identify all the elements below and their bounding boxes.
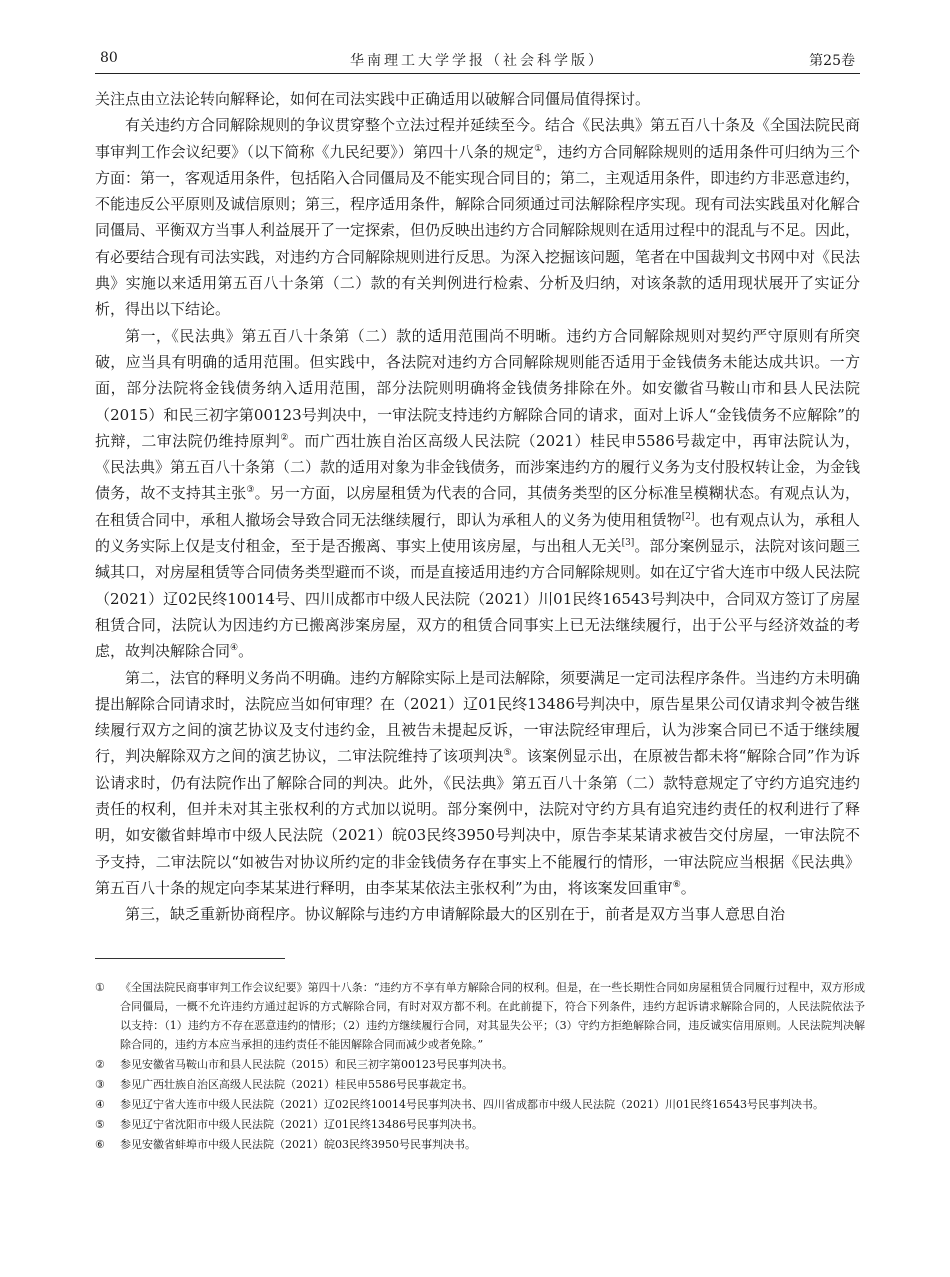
main-text [95,86,860,928]
footnote-text: 参见广西壮族自治区高级人民法院（2021）桂民申5586号民事裁定书。 [120,1078,473,1091]
footnote-mark: ③ [95,1078,105,1091]
paragraph-0: 关注点由立法论转向解释论，如何在司法实践中正确适用以破解合同僵局值得探讨。 [95,90,651,108]
citation-ref[interactable]: [3] [621,538,635,549]
footnote [95,978,865,1054]
footnote [95,1115,865,1134]
footnote-text: 参见辽宁省沈阳市中级人民法院（2021）辽01民终13486号民事判决书。 [120,1118,483,1131]
footnote [95,1135,865,1154]
footnote-ref[interactable]: ⑥ [672,879,681,890]
footnote-text: 《全国法院民商事审判工作会议纪要》第四十八条：“违约方不享有单方解除合同的权利。但是，在一些长期性合同如房屋租赁合同履行过程中，双方形成合同僵局，一概不允许违约方通过起诉的方式解除合同，有时对双方都不利。在此前提下，符合下列条件，违约方起诉请求解除合同的，人民法院依法予以支持：（1）违约方不存在恶意违约的情形；（2）违约方继续履行合同，对其显失公平；（3）守约方拒绝解除合同，违反诚实信用原则。人民法院判决解除合同的，违约方本应当承担的违约责任不能因解除合同而减少或者免除。” [120,981,865,1051]
footnote-ref[interactable]: ③ [246,485,255,496]
running-header [95,48,860,70]
paragraph-3: 第二，法官的释明义务尚不明确。违约方解除实际上是司法解除，须要满足一定司法程序条件。当违约方未明确提出解除合同请求时，法院应当如何审理？在（2021）辽01民终13486号判决中，原告星果公司仅请求判令被告继续履行双方之间的演艺协议及支付违约金，且被告未提起反诉，一审法院经审理后，认为涉案合同已不适于继续履行，判决解除双方之间的演艺协议，二审法院维持了该项判决⑤。该案例显示出，在原被告都未将“解除合同”作为诉讼请求时，仍有法院作出了解除合同的判决。此外，《民法典》第五百八十条第（二）款特意规定了守约方追究违约责任的权利，但并未对其主张权利的方式加以说明。部分案例中，法院对守约方具有追究违约责任的权利进行了释明，如安徽省蚌埠市中级人民法院（2021）皖03民终3950号判决中，原告李某某请求被告交付房屋，一审法院不予支持，二审法院以“如被告对协议所约定的非金钱债务存在事实上不能履行的情形，一审法院应当根据《民法典》第五百八十条的规定向李某某进行释明，由李某某依法主张权利”为由，将该案发回重审⑥。 [95,668,861,897]
header-rule [95,73,860,74]
page-number: 80 [100,50,118,66]
footnote-mark: ① [95,981,105,994]
footnote-ref[interactable]: ⑤ [503,748,512,759]
footnote-text: 参见安徽省蚌埠市中级人民法院（2021）皖03民终3950号民事判决书。 [120,1138,476,1151]
paragraph-1: 有关违约方合同解除规则的争议贯穿整个立法过程并延续至今。结合《民法典》第五百八十条及《全国法院民商事审判工作会议纪要》（以下简称《九民纪要》）第四十八条的规定①，违约方合同解除规则的适用条件可归纳为三个方面：第一，客观适用条件，包括陷入合同僵局及不能实现合同目的；第二，主观适用条件，即违约方非恶意违约，不能违反公平原则及诚信原则；第三，程序适用条件，解除合同须通过司法解除程序实现。现有司法实践虽对化解合同僵局、平衡双方当事人利益展开了一定探索，但仍反映出违约方合同解除规则在适用过程中的混乱与不足。因此，有必要结合现有司法实践，对违约方合同解除规则进行反思。为深入挖掘该问题，笔者在中国裁判文书网中对《民法典》实施以来适用第五百八十条第（二）款的有关判例进行检索、分析及归纳，对该条款的适用现状展开了实证分析，得出以下结论。 [95,116,861,319]
footnote-text: 参见辽宁省大连市中级人民法院（2021）辽02民终10014号民事判决书、四川省成都市中级人民法院（2021）川01民终16543号民事判决书。 [120,1098,824,1111]
footnote-ref[interactable]: ① [534,143,543,154]
footnote-mark: ④ [95,1098,105,1111]
footnote [95,1055,865,1074]
footnote-mark: ⑤ [95,1118,105,1131]
paragraph-4: 第三，缺乏重新协商程序。协议解除与违约方申请解除最大的区别在于，前者是双方当事人意思自治 [125,905,786,924]
footnotes [95,978,865,1155]
footnote-ref[interactable]: ④ [230,643,239,654]
paragraph-2: 第一，《民法典》第五百八十条第（二）款的适用范围尚不明晰。违约方合同解除规则对契约严守原则有所突破，应当具有明确的适用范围。但实践中，各法院对违约方合同解除规则能否适用于金钱债务未能达成共识。一方面，部分法院将金钱债务纳入适用范围，部分法院则明确将金钱债务排除在外。如安徽省马鞍山市和县人民法院（2015）和民三初字第00123号判决中，一审法院支持违约方解除合同的请求，面对上诉人“金钱债务不应解除”的抗辩，二审法院仍维持原判②。而广西壮族自治区高级人民法院（2021）桂民申5586号裁定中，再审法院认为，《民法典》第五百八十条第（二）款的适用对象为非金钱债务，而涉案违约方的履行义务为支付股权转让金，为金钱债务，故不支持其主张③。另一方面，以房屋租赁为代表的合同，其债务类型的区分标准呈模糊状态。有观点认为，在租赁合同中，承租人撤场会导致合同无法继续履行，即认为承租人的义务为使用租赁物[2]。也有观点认为，承租人的义务实际上仅是支付租金，至于是否搬离、事实上使用该房屋，与出租人无关[3]。部分案例显示，法院对该问题三缄其口，对房屋租赁等合同债务类型避而不谈，而是直接适用违约方合同解除规则。如在辽宁省大连市中级人民法院（2021）辽02民终10014号、四川成都市中级人民法院（2021）川01民终16543号判决中，合同双方签订了房屋租赁合同，法院认为因违约方已搬离涉案房屋，双方的租赁合同事实上已无法继续履行，出于公平与经济效益的考虑，故判决解除合同④。 [95,326,861,661]
volume-label: 第25卷 [809,53,855,69]
footnote [95,1075,865,1094]
footnote [95,1095,865,1114]
footnote-mark: ⑥ [95,1138,105,1151]
footnote-mark: ② [95,1058,105,1071]
citation-ref[interactable]: [2] [681,511,695,522]
footnote-separator [95,958,285,959]
journal-title: 华南理工大学学报（社会科学版） [350,53,605,69]
footnote-ref[interactable]: ② [280,432,289,443]
footnote-text: 参见安徽省马鞍山市和县人民法院（2015）和民三初字第00123号民事判决书。 [120,1058,513,1071]
